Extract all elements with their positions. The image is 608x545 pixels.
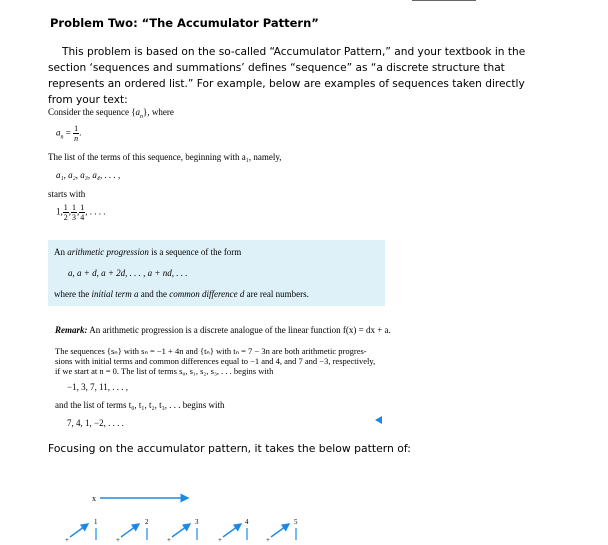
diag-arrow-2 xyxy=(121,524,139,537)
svg-text:+: + xyxy=(65,536,69,544)
definition-line-3: where the initial term a and the common difference d are real numbers. xyxy=(54,289,309,299)
step-number-5: 5 xyxy=(294,518,298,526)
diag-arrow-3 xyxy=(172,524,190,537)
svg-text:+: + xyxy=(116,536,120,544)
remark-line-2: The sequences {sₙ} with sₙ = −1 + 4n and {tₙ} with tₙ = 7 − 3n are both arithmetic progres- xyxy=(55,346,367,356)
step-group-2 xyxy=(116,518,149,544)
intro-text: This problem is based on the so-called “Accumulator Pattern,” and your textbook in the section ‘sequences and summations’ defines “sequence” as “a discrete structure that represents an ordered list.” For example, below are examples of sequences taken directly from your text: xyxy=(48,46,526,106)
remark-line-1: Remark: An arithmetic progression is a discrete analogue of the linear function f(x) = dx + a. xyxy=(55,325,391,335)
an-definition: $a_n$ = $\frac{1}{n}$ . xyxy=(56,124,82,143)
harmonic-sequence: 1, $\frac{1}{2}$ , $\frac{1}{3}$ , $\frac{1}{4}$ , . . . . xyxy=(56,203,106,222)
intro-paragraph xyxy=(48,44,548,108)
definition-box xyxy=(48,240,385,306)
step-number-1: 1 xyxy=(94,518,98,526)
focus-text: Focusing on the accumulator pattern, it takes the below pattern of: xyxy=(48,442,411,455)
definition-line-2: a, a + d, a + 2d, . . . , a + nd, . . . xyxy=(68,268,188,278)
consider-line: Consider the sequence $\{a_n\}$, where xyxy=(48,107,174,120)
terms-list: a₁, a₂, a₃, a₄, . . . , xyxy=(56,170,121,180)
diag-arrow-5 xyxy=(271,524,289,537)
step-group-3 xyxy=(167,518,199,544)
sequence-t: 7, 4, 1, −2, . . . . xyxy=(67,418,124,428)
definition-line-1: An arithmetic progression is a sequence of the form xyxy=(54,247,242,257)
svg-text:+: + xyxy=(167,536,171,544)
x-label: x xyxy=(92,494,96,503)
svg-text:+: + xyxy=(266,536,270,544)
list-of-terms-text: The list of the terms of this sequence, beginning with a₁, namely, xyxy=(48,152,282,162)
step-group-4 xyxy=(218,518,249,544)
step-number-3: 3 xyxy=(195,518,199,526)
sequence-s: −1, 3, 7, 11, . . . , xyxy=(67,382,128,392)
step-number-4: 4 xyxy=(245,518,249,526)
remark-line-3: sions with initial terms and common differences equal to −1 and 4, and 7 and −3, respectively, xyxy=(55,356,376,366)
svg-text:+: + xyxy=(218,536,222,544)
one-over-n: $\frac{1}{n}$ xyxy=(74,124,79,143)
diag-arrow-1 xyxy=(70,524,88,537)
blue-pointer-icon xyxy=(375,416,382,424)
problem-heading: Problem Two: “The Accumulator Pattern” xyxy=(50,16,319,30)
step-number-2: 2 xyxy=(145,518,149,526)
step-group-5 xyxy=(266,518,298,544)
remark-line-5: and the list of terms t₀, t₁, t₂, t₃, . . . begins with xyxy=(55,400,225,410)
top-rule xyxy=(412,0,476,1)
remark-line-4: if we start at n = 0. The list of terms s₀, s₁, s₂, s₃, . . . begins with xyxy=(55,366,274,376)
diag-arrow-4 xyxy=(223,524,241,537)
step-group-1 xyxy=(65,518,98,544)
starts-with-text: starts with xyxy=(48,189,86,199)
accumulator-diagram xyxy=(0,480,608,545)
